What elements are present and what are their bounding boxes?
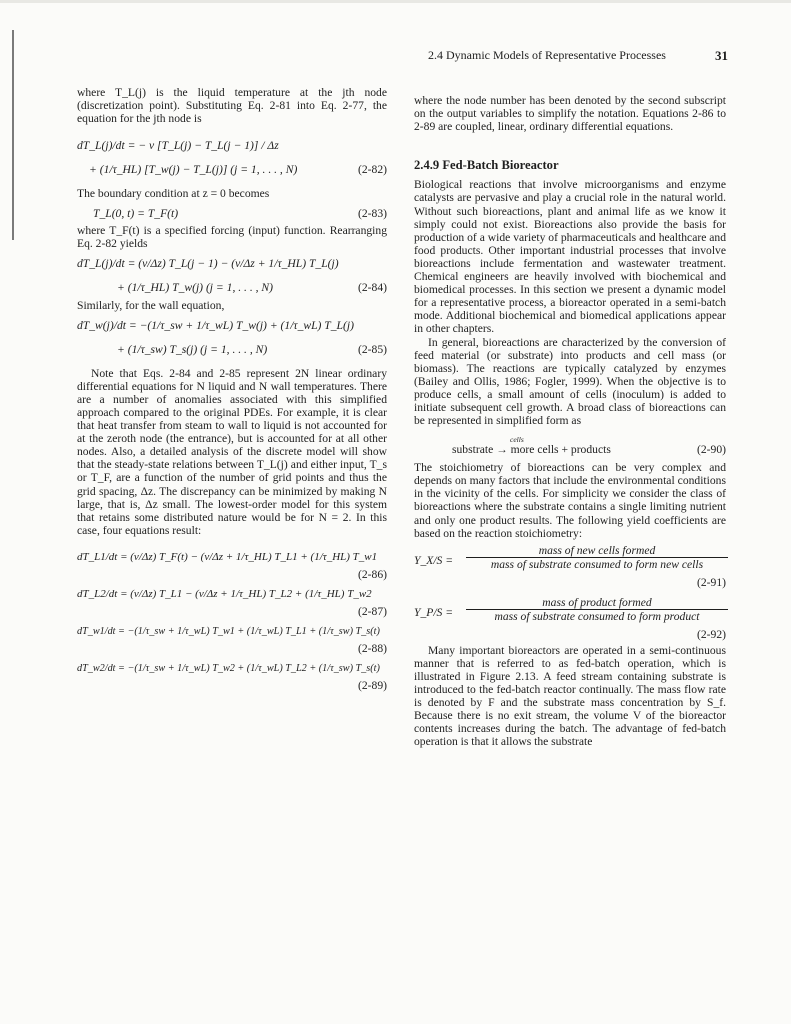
equation-number: (2-90) — [697, 443, 726, 457]
running-title: 2.4 Dynamic Models of Representative Processes — [428, 48, 666, 62]
equation-2-87: dT_L2/dt = (v/Δz) T_L1 − (v/Δz + 1/τ_HL) T_L2 + (1/τ_HL) T_w2 — [77, 587, 372, 600]
page-header — [428, 48, 728, 64]
yps-numerator: mass of product formed — [466, 596, 728, 610]
equation-number: (2-84) — [358, 281, 387, 295]
equation-2-86: dT_L1/dt = (v/Δz) T_F(t) − (v/Δz + 1/τ_HL) T_L1 + (1/τ_HL) T_w1 — [77, 550, 378, 563]
equation-2-89: dT_w2/dt = −(1/τ_sw + 1/τ_wL) T_w2 + (1/τ_wL) T_L2 + (1/τ_sw) T_s(t) — [77, 663, 380, 675]
left-paragraph-4: Similarly, for the wall equation, — [77, 298, 225, 312]
scan-left-edge — [12, 30, 14, 240]
equation-number: (2-86) — [358, 567, 387, 581]
equation-2-85b: + (1/τ_sw) T_s(j) (j = 1, . . . , N) (2-85) — [117, 342, 387, 356]
equation-2-82a: dT_L(j)/dt = − v [T_L(j) − T_L(j − 1)] / Δz — [77, 139, 279, 153]
equation-2-82b: + (1/τ_HL) [T_w(j) − T_L(j)] (j = 1, . . . , N) (2-82) — [89, 163, 387, 177]
reaction-equation — [414, 437, 726, 461]
equation-number: (2-89) — [358, 679, 387, 693]
right-paragraph-5: Many important bioreactors are operated in a semi-continuous manner that is referred to as fed-batch operation, which is illustrated in Figure 2.13. A feed stream containing substrate is introduced to the fed-batch reactor continually. The mass flow rate is denoted by F and the substrate mass concentration by S_f. Because there is no exit stream, the volume V of the bioreactor contents increases during the batch. The advantage of fed-batch operation is that it allows the substrate — [414, 643, 726, 749]
equation-2-84b: + (1/τ_HL) T_w(j) (j = 1, . . . , N) (2-84) — [117, 281, 387, 295]
right-paragraph-4: The stoichiometry of bioreactions can be very complex and depends on many factors that include the environmental conditions in the vicinity of the cells. For simplicity we consider the class of bioreactions where the substrate contains a single limiting nutrient and only one product results. The following yield coefficients are based on the reaction stoichiometry: — [414, 461, 726, 540]
page-number: 31 — [715, 48, 728, 63]
left-paragraph-2: The boundary condition at z = 0 becomes — [77, 187, 270, 201]
scan-top-edge — [0, 0, 791, 3]
equation-number: (2-88) — [358, 642, 387, 656]
equation-2-83: T_L(0, t) = T_F(t) (2-83) — [93, 207, 387, 221]
yps-symbol: Y_P/S = — [414, 605, 454, 619]
reaction-text: substrate → more cells + products — [452, 443, 611, 457]
section-title: 2.4.9 Fed-Batch Bioreactor — [414, 158, 559, 173]
equation-number: (2-85) — [358, 342, 387, 356]
equation-number: (2-92) — [697, 627, 726, 641]
yxs-numerator: mass of new cells formed — [466, 544, 728, 558]
yxs-symbol: Y_X/S = — [414, 553, 454, 567]
equation-2-88: dT_w1/dt = −(1/τ_sw + 1/τ_wL) T_w1 + (1/τ_wL) T_L1 + (1/τ_sw) T_s(t) — [77, 625, 380, 637]
left-column — [77, 86, 387, 692]
yield-coefficient-ps — [414, 592, 726, 628]
yxs-denominator: mass of substrate consumed to form new cells — [490, 557, 704, 571]
equation-2-84a: dT_L(j)/dt = (v/Δz) T_L(j − 1) − (v/Δz + 1/τ_HL) T_L(j) — [77, 257, 339, 271]
right-column — [414, 94, 726, 748]
reaction-catalyst: cells — [510, 435, 524, 445]
equation-2-85a: dT_w(j)/dt = −(1/τ_sw + 1/τ_wL) T_w(j) + (1/τ_wL) T_L(j) — [77, 318, 354, 332]
left-paragraph-1: where T_L(j) is the liquid temperature at the jth node (discretization point). Substituting Eq. 2-81 into Eq. 2-77, the equation for the jth node is — [77, 86, 387, 126]
right-paragraph-1: where the node number has been denoted by the second subscript on the output variables to simplify the notation. Equations 2-86 to 2-89 are coupled, linear, ordinary differential equations. — [414, 94, 726, 134]
equation-number: (2-83) — [358, 207, 387, 221]
yps-denominator: mass of substrate consumed to form product — [494, 609, 700, 623]
yield-coefficient-xs — [414, 540, 726, 576]
equation-number: (2-87) — [358, 604, 387, 618]
equation-number: (2-82) — [358, 163, 387, 177]
equation-number: (2-91) — [697, 575, 726, 589]
left-paragraph-5: Note that Eqs. 2-84 and 2-85 represent 2N linear ordinary differential equations for N liquid and N wall temperatures. There are a number of anomalies associated with this simplified approach compared to the original PDEs. For example, it is clear that heat transfer from steam to wall to liquid is not accounted for at the zeroth node (the entrance), but is accounted for at all other nodes. Also, a detailed analysis of the discrete model will show that the steady-state relations between T_L(j) and either input, T_s or T_F, are a function of the number of grid points and thus the grid spacing, Δz. The discrepancy can be minimized by making N large, that is, Δz small. The lowest-order model for this system that retains some distributed nature would be for N = 2. In this case, four equations result: — [77, 366, 387, 537]
left-paragraph-3: where T_F(t) is a specified forcing (input) function. Rearranging Eq. 2-82 yields — [77, 224, 387, 251]
right-paragraph-2: Biological reactions that involve microorganisms and enzyme catalysts are pervasive and play a crucial role in the natural world. Without such bioreactions, plant and animal life as we know it simply could not exist. Bioreactions also provide the basis for production of a wide variety of pharmaceuticals and healthcare and food products. Other important industrial processes that involve bioreactions include fermentation and wastewater treatment. Chemical engineers are heavily involved with biochemical and biomedical processes. In this section we present a dynamic model for a representative process, a bioreactor operated in a semi-batch mode. Additional biochemical and biomedical applications appear in other chapters. — [414, 178, 726, 336]
right-paragraph-3: In general, bioreactions are characterized by the conversion of feed material (or substrate) into products and cell mass (or biomass). The reactions are typically catalyzed by enzymes (Bailey and Ollis, 1986; Fogler, 1999). When the objective is to produce cells, a small amount of cells (inoculum) is added to initiate subsequent cell growth. A broad class of bioreactions can be represented in simplified form as — [414, 335, 726, 428]
